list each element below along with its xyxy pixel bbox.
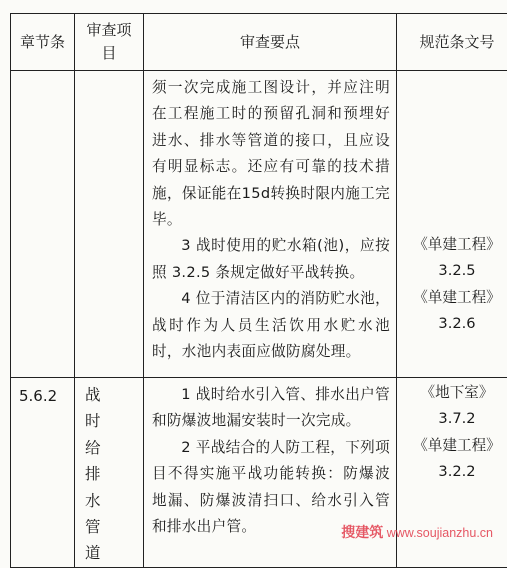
row1-section [11,71,75,378]
table-header-row [11,14,507,71]
row1-refs [397,71,507,378]
row2-item: 战时给排水管道 [75,378,144,568]
header-item: 审查项目 [75,14,144,71]
table-row [11,71,507,378]
header-section: 章节条 [11,14,75,71]
ref-clause: 3.2.2 [397,459,507,485]
ref-name: 《单建工程》 [397,433,507,459]
ref-name: 《单建工程》 [397,285,507,311]
row2-paragraph-1: 1 战时给水引入管、排水出户管和防爆波地漏安装时一次完成。 [144,382,396,435]
ref-clause: 3.7.2 [397,406,507,432]
ref-name: 《地下室》 [397,380,507,406]
row2-paragraph-2: 2 平战结合的人防工程，下列项目不得实施平战功能转换：防爆波地漏、防爆波清扫口、给水引入管和排水出户管。 [144,435,396,541]
watermark [341,522,493,542]
ref-name: 《单建工程》 [397,232,507,258]
ref-clause: 3.2.6 [397,311,507,337]
row1-paragraph-3: 4 位于清洁区内的消防贮水池，战时作为人员生活饮用水贮水池时，水池内表面应做防腐处理。 [144,286,396,365]
review-table [10,13,507,568]
header-points: 审查要点 [144,14,397,71]
watermark-brand: 搜建筑 [341,524,383,540]
row2-section: 5.6.2 [11,378,75,568]
row1-points [144,71,397,378]
row1-paragraph-1: 须一次完成施工图设计，并应注明在工程施工时的预留孔洞和预埋好进水、排水等管道的接口，且应设有明显标志。还应有可靠的技术措施，保证能在15d转换时限内施工完毕。 [144,75,396,233]
row1-item [75,71,144,378]
row1-paragraph-2: 3 战时使用的贮水箱(池)，应按照 3.2.5 条规定做好平战转换。 [144,233,396,286]
header-clause: 规范条文号 [397,14,507,71]
watermark-url: www.soujianzhu.cn [387,526,493,540]
ref-clause: 3.2.5 [397,258,507,284]
